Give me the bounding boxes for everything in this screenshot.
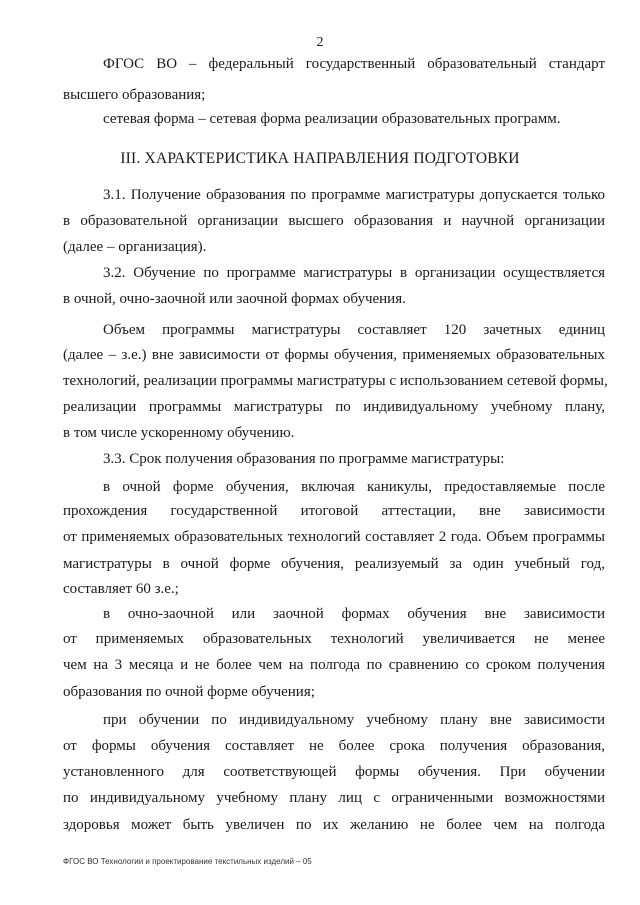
text-line: установленного для соответствующей формы обучения. При обучении	[63, 764, 605, 780]
text-line: (далее – организация).	[63, 239, 207, 255]
text-line: сетевая форма – сетевая форма реализации образовательных программ.	[103, 111, 561, 127]
text-line: прохождения государственной итоговой аттестации, вне зависимости	[63, 503, 605, 519]
text-line: составляет 60 з.е.;	[63, 581, 179, 597]
text-line: по индивидуальному учебному плану лиц с ограниченными возможностями	[63, 790, 605, 806]
text-line: 3.2. Обучение по программе магистратуры в организации осуществляется	[103, 265, 605, 281]
text-line: образования по очной форме обучения;	[63, 684, 315, 700]
text-line: от применяемых образовательных технологий составляет 2 года. Объем программы	[63, 529, 605, 545]
text-line: в очной форме обучения, включая каникулы, предоставляемые после	[103, 479, 605, 495]
text-line: высшего образования;	[63, 87, 206, 103]
text-line: чем на 3 месяца и не более чем на полгода по сравнению со сроком получения	[63, 657, 605, 673]
text-line: в очно-заочной или заочной формах обучения вне зависимости	[103, 606, 605, 622]
text-line: в образовательной организации высшего образования и научной организации	[63, 213, 605, 229]
text-line: от применяемых образовательных технологий увеличивается не менее	[63, 631, 605, 647]
text-line: магистратуры в очной форме обучения, реализуемый за один учебный год,	[63, 556, 605, 572]
text-line: в очной, очно-заочной или заочной формах обучения.	[63, 291, 406, 307]
text-line: Объем программы магистратуры составляет 120 зачетных единиц	[103, 322, 605, 338]
text-line: в том числе ускоренному обучению.	[63, 425, 295, 441]
footer: ФГОС ВО Технологии и проектирование текстильных изделий – 05	[63, 857, 312, 866]
text-line: ФГОС ВО – федеральный государственный образовательный стандарт	[103, 56, 605, 72]
text-line: реализации программы магистратуры по индивидуальному учебному плану,	[63, 399, 605, 415]
section-heading: III. ХАРАКТЕРИСТИКА НАПРАВЛЕНИЯ ПОДГОТОВКИ	[120, 150, 520, 167]
text-line: при обучении по индивидуальному учебному плану вне зависимости	[103, 712, 605, 728]
text-line: технологий, реализации программы магистратуры с использованием сетевой формы,	[63, 373, 608, 389]
text-line: (далее – з.е.) вне зависимости от формы обучения, применяемых образовательных	[63, 347, 605, 363]
text-line: от формы обучения составляет не более срока получения образования,	[63, 738, 605, 754]
text-line: здоровья может быть увеличен по их желанию не более чем на полгода	[63, 817, 605, 833]
text-line: 3.1. Получение образования по программе магистратуры допускается только	[103, 187, 605, 203]
page-number: 2	[316, 35, 324, 50]
text-line: 3.3. Срок получения образования по программе магистратуры:	[103, 451, 505, 467]
